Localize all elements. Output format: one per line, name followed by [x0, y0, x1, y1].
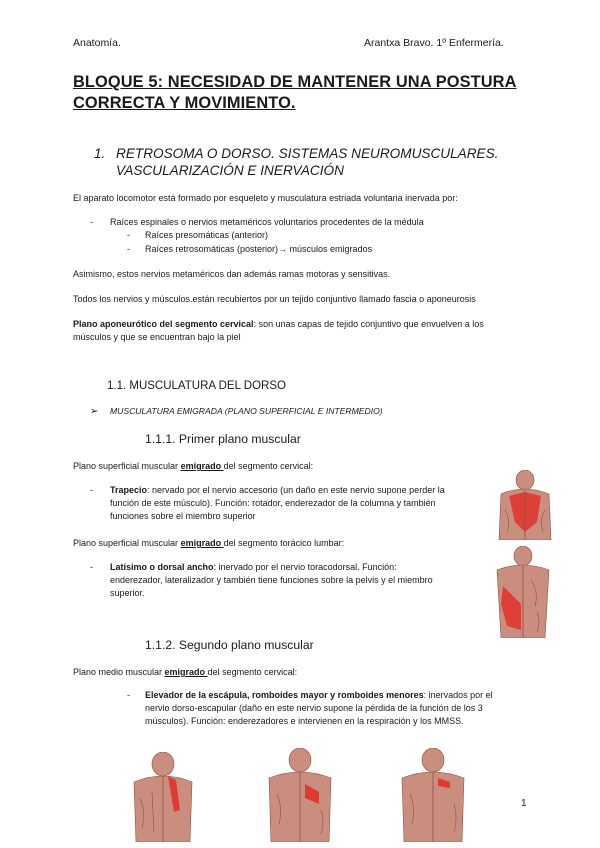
arrow-bullet-icon: ➢ — [90, 406, 99, 417]
bullet-retrosomaticas-text: Raíces retrosomáticas (posterior)→ músculos emigrados — [145, 244, 373, 254]
bullet-trapecio — [90, 484, 495, 523]
text-post: del segmento torácico lumbar: — [223, 538, 345, 548]
rhomboid-minor-illustration — [398, 748, 468, 842]
paragraph-plano-superficial-cervical — [73, 460, 313, 473]
page-number: 1 — [521, 798, 527, 809]
text-pre: Plano superficial muscular — [73, 538, 181, 548]
arrow-item-text: MUSCULATURA EMIGRADA (PLANO SUPERFICIAL E INTERMEDIO) — [110, 406, 383, 416]
text-pre: Plano superficial muscular — [73, 461, 181, 471]
latisimo-line-1: : inervado por el nervio toracodorsal. Función: — [213, 562, 397, 572]
header-left: Anatomía. — [73, 37, 121, 49]
trapecio-line-2: función de este músculo). Función: rotador, enderezador de la columna y también — [110, 498, 436, 508]
bullet-dash: - — [127, 690, 130, 700]
bullet-retrosomaticas — [127, 243, 372, 256]
bullet-presomaticas-text: Raíces presomáticas (anterior) — [145, 230, 269, 240]
bullet-dash: - — [127, 244, 130, 254]
section-1-heading — [94, 145, 498, 179]
latisimo-bold: Latísimo o dorsal ancho — [110, 562, 214, 572]
plano-bold: Plano aponeurótico del segmento cervical — [73, 319, 254, 329]
section-1-1-1-heading: 1.1.1. Primer plano muscular — [145, 432, 301, 446]
elevador-line-3: músculos). Función: enderezadores e intervienen en la respiración y los MMSS. — [145, 716, 464, 726]
latissimus-illustration — [493, 546, 553, 638]
text-underlined: emigrado — [164, 667, 208, 677]
title-line-2: CORRECTA Y MOVIMIENTO. — [73, 94, 296, 112]
paragraph-plano-aponeurotico — [73, 318, 533, 344]
title-line-1: BLOQUE 5: NECESIDAD DE MANTENER UNA POSTURA — [73, 73, 517, 91]
header-right: Arantxa Bravo. 1º Enfermería. — [364, 37, 504, 49]
text-underlined: emigrado — [180, 538, 224, 548]
bullet-presomaticas — [127, 229, 268, 242]
section-1-line-2: VASCULARIZACIÓN E INERVACIÓN — [116, 163, 344, 178]
bullet-elevador — [127, 689, 532, 728]
text-post: del segmento cervical: — [207, 667, 298, 677]
plano-line-1: : son unas capas de tejido conjuntivo que envuelven a los — [253, 319, 484, 329]
section-1-1-heading: 1.1. MUSCULATURA DEL DORSO — [107, 380, 286, 392]
section-1-line-1: RETROSOMA O DORSO. SISTEMAS NEUROMUSCULARES. — [116, 146, 499, 161]
bullet-dash: - — [90, 485, 93, 495]
rhomboid-major-illustration — [265, 748, 335, 842]
bullet-latisimo — [90, 561, 490, 600]
bullet-raices-text: Raíces espinales o nervios metaméricos voluntarios procedentes de la médula — [110, 217, 424, 227]
text-underlined: emigrado — [180, 461, 224, 471]
text-pre: Plano medio muscular — [73, 667, 165, 677]
latisimo-line-3: superior. — [110, 588, 145, 598]
paragraph-plano-medio-cervical — [73, 666, 297, 679]
bullet-dash: - — [90, 562, 93, 572]
arrow-item — [90, 406, 383, 417]
section-1-number: 1. — [94, 146, 106, 161]
trapecio-bold: Trapecio — [110, 485, 148, 495]
paragraph-plano-superficial-toracico — [73, 537, 344, 550]
section-1-1-2-heading: 1.1.2. Segundo plano muscular — [145, 638, 314, 652]
elevador-line-2: nervio dorso-escapular (daño en este nervio supone la pérdida de la función de los 3 — [145, 703, 483, 713]
levator-scapulae-illustration — [130, 752, 196, 842]
page-title — [73, 72, 533, 114]
intro-paragraph: El aparato locomotor está formado por esqueleto y musculatura estriada voluntaria inervada por: — [73, 193, 458, 203]
plano-line-2: músculos y que se encuentran bajo la piel — [73, 332, 241, 342]
trapezius-illustration — [497, 470, 553, 540]
trapecio-line-3: funciones sobre el miembro superior — [110, 511, 256, 521]
trapecio-line-1: : nervado por el nervio accesorio (un daño en este nervio supone perder la — [147, 485, 445, 495]
paragraph-ramas: Asimismo, estos nervios metaméricos dan además ramas motoras y sensitivas. — [73, 269, 391, 279]
paragraph-fascia: Todos los nervios y músculos.están recubiertos por un tejido conjuntivo llamado fascia o aponeurosis — [73, 294, 476, 304]
elevador-bold: Elevador de la escápula, romboides mayor y romboides menores — [145, 690, 424, 700]
bullet-dash: - — [127, 230, 130, 240]
elevador-line-1: : inervados por el — [423, 690, 493, 700]
bullet-dash: - — [90, 217, 93, 227]
latisimo-line-2: enderezador, lateralizador y también tiene funciones sobre la pelvis y el miembro — [110, 575, 433, 585]
text-post: del segmento cervical: — [223, 461, 314, 471]
bullet-raices — [90, 216, 424, 229]
